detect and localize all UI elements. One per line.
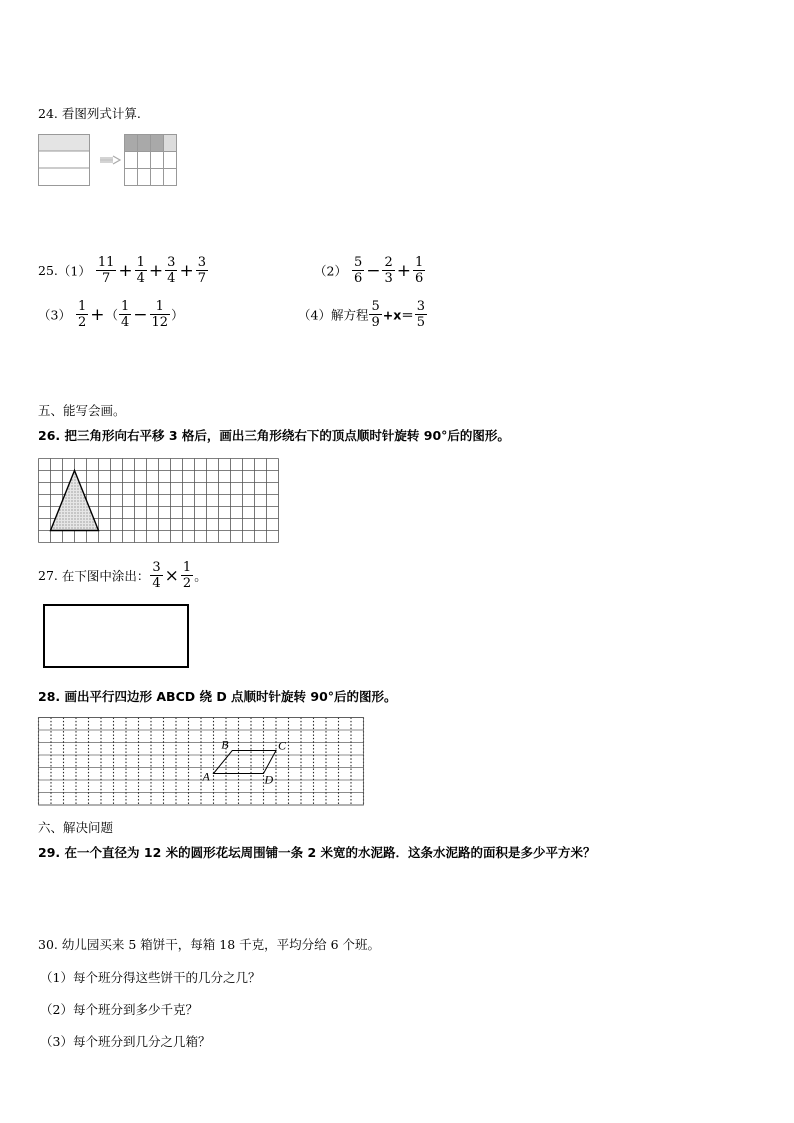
fraction: $\frac{2}{3}$ xyxy=(384,255,393,286)
fraction: $\frac{1}{12}$ xyxy=(151,299,169,330)
fraction: $\frac{1}{4}$ xyxy=(136,255,145,286)
q30-sub-2: （2）每个班分到多少千克？ xyxy=(40,1002,198,1017)
fraction: $\frac{5}{9}$ xyxy=(371,299,380,330)
vertex-c-label: C xyxy=(278,738,287,753)
q24-number: 24. xyxy=(38,106,58,121)
q27-stem: 27. 在下图中涂出： $\frac{3}{4}$ × $\frac{1}{2}$ 。 xyxy=(38,560,207,591)
q28-stem xyxy=(38,687,397,705)
vertex-a-label: A xyxy=(202,769,210,784)
q30-number: 30. xyxy=(38,937,58,952)
fraction: $\frac{1}{4}$ xyxy=(120,299,130,330)
q25-part3: （3） $\frac{1}{2}$ +（ $\frac{1}{4}$ − $\frac{1}{12}$ ） xyxy=(38,299,184,330)
parallelogram-abcd xyxy=(214,751,277,774)
q29-number: 29. xyxy=(38,845,61,860)
q25-p4-tag: （4）解方程 xyxy=(298,307,369,323)
fraction: $\frac{3}{7}$ xyxy=(197,255,206,286)
q26-stem xyxy=(38,426,510,444)
q27-rectangle xyxy=(43,604,189,668)
q30-sub-1: （1）每个班分得这些饼干的几分之几？ xyxy=(40,970,261,985)
q25-number: 25. xyxy=(38,263,58,278)
triangle xyxy=(51,471,99,531)
fraction: $\frac{3}{4}$ xyxy=(167,255,176,286)
vertex-b-label: B xyxy=(221,737,229,752)
q28-number: 28. xyxy=(38,689,61,704)
q25-part4: （4）解方程 $\frac{5}{9}$ +x＝ $\frac{3}{5}$ xyxy=(298,299,426,330)
fraction: $\frac{11}{7}$ xyxy=(97,255,115,286)
q29-text: 在一个直径为 12 米的圆形花坛周围铺一条 2 米宽的水泥路．这条水泥路的面积是多少平方米？ xyxy=(64,845,596,860)
q30-sub-3: （3）每个班分到几分之几箱？ xyxy=(40,1034,211,1049)
q26-grid xyxy=(38,458,280,548)
q24-stem xyxy=(38,104,141,122)
q24-text: 看图列式计算. xyxy=(61,106,141,121)
q28-text: 画出平行四边形 ABCD 绕 D 点顺时针旋转 90°后的图形。 xyxy=(64,689,397,704)
q26-number: 26. xyxy=(38,428,61,443)
fraction: $\frac{3}{5}$ xyxy=(416,299,426,330)
fraction: $\frac{1}{2}$ xyxy=(182,560,192,591)
q28-grid xyxy=(38,717,368,807)
fraction: $\frac{1}{6}$ xyxy=(415,255,424,286)
vertex-d-label: D xyxy=(264,772,274,787)
q30-stem xyxy=(38,935,380,953)
fraction: $\frac{5}{6}$ xyxy=(353,255,363,286)
q25-part1: 25.（1） $\frac{11}{7}$ + $\frac{1}{4}$ + $\frac{3}{4}$ + $\frac{3}{7}$ xyxy=(38,255,206,286)
q25-part2: （2） $\frac{5}{6}$ − $\frac{2}{3}$ + $\frac{1}{6}$ xyxy=(314,255,424,286)
q27-text: 在下图中涂出： xyxy=(61,568,150,584)
fraction: $\frac{1}{2}$ xyxy=(77,299,87,330)
q25-p1-tag: （1） xyxy=(57,263,91,279)
q25-p2-tag: （2） xyxy=(314,263,347,279)
fraction: $\frac{3}{4}$ xyxy=(152,560,161,591)
section-6-heading: 六、解决问题 xyxy=(38,820,114,835)
q29-stem xyxy=(38,843,596,861)
q26-text: 把三角形向右平移 3 格后，画出三角形绕右下的顶点顺时针旋转 90°后的图形。 xyxy=(64,428,510,443)
grid-border xyxy=(39,718,364,806)
q24-figure xyxy=(38,134,178,188)
q30-text: 幼儿园买来 5 箱饼干，每箱 18 千克，平均分给 6 个班。 xyxy=(61,937,381,952)
q25-p3-tag: （3） xyxy=(38,307,71,323)
section-5-heading: 五、能写会画。 xyxy=(38,403,126,418)
q27-number: 27. xyxy=(38,568,58,583)
